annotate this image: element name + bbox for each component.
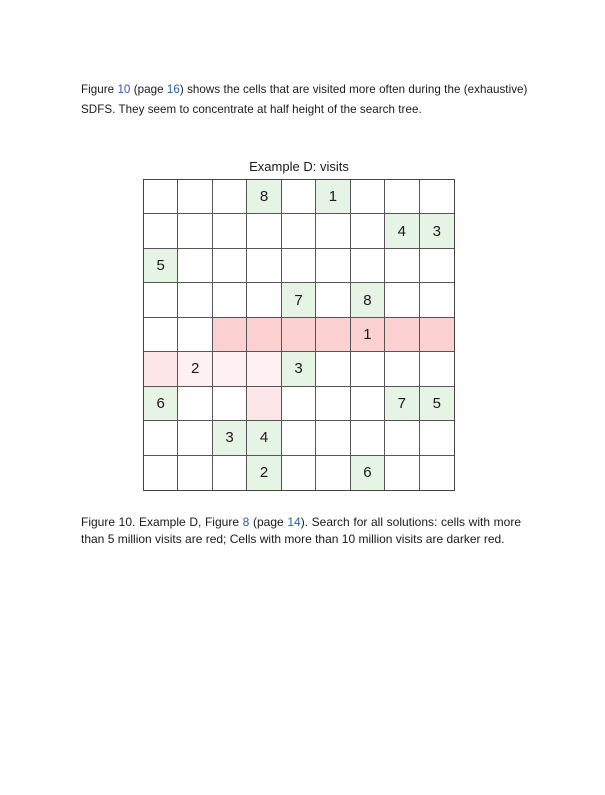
grid-cell-r6c8 <box>385 352 419 386</box>
grid-cell-r9c3 <box>213 456 247 490</box>
grid-cell-r3c1: 5 <box>144 249 178 283</box>
grid-cell-r4c5: 7 <box>282 283 316 317</box>
grid-cell-r1c2 <box>178 180 212 214</box>
grid-cell-r1c7 <box>351 180 385 214</box>
caption-text-2: (page <box>249 515 288 529</box>
grid-cell-r9c7: 6 <box>351 456 385 490</box>
grid-cell-r3c2 <box>178 249 212 283</box>
caption-text-3: ). Search for all solutions: cells with more than 5 million visits are red; Cells with more than 10 million visits are darker red. <box>81 515 521 546</box>
grid-cell-r9c6 <box>316 456 350 490</box>
grid-cell-r4c2 <box>178 283 212 317</box>
grid-cell-r7c9: 5 <box>420 387 454 421</box>
grid-cell-r4c9 <box>420 283 454 317</box>
grid-cell-r4c1 <box>144 283 178 317</box>
grid-cell-r1c5 <box>282 180 316 214</box>
grid-cell-r8c5 <box>282 421 316 455</box>
grid-cell-r7c2 <box>178 387 212 421</box>
grid-cell-r8c9 <box>420 421 454 455</box>
grid-cell-r8c4: 4 <box>247 421 281 455</box>
grid-cell-r4c7: 8 <box>351 283 385 317</box>
grid-cell-r5c7: 1 <box>351 318 385 352</box>
grid-cell-r8c8 <box>385 421 419 455</box>
grid-cell-r2c7 <box>351 214 385 248</box>
grid-cell-r7c5 <box>282 387 316 421</box>
grid-cell-r2c9: 3 <box>420 214 454 248</box>
grid-cell-r2c6 <box>316 214 350 248</box>
grid-cell-r9c5 <box>282 456 316 490</box>
grid-title: Example D: visits <box>249 159 349 174</box>
intro-paragraph <box>81 80 531 119</box>
grid-cell-r5c3 <box>213 318 247 352</box>
grid-cell-r2c4 <box>247 214 281 248</box>
grid-cell-r6c1 <box>144 352 178 386</box>
grid-cell-r1c6: 1 <box>316 180 350 214</box>
grid-cell-r5c6 <box>316 318 350 352</box>
grid-cell-r5c8 <box>385 318 419 352</box>
grid-cell-r6c3 <box>213 352 247 386</box>
grid-cell-r3c5 <box>282 249 316 283</box>
grid-cell-r6c6 <box>316 352 350 386</box>
grid-cell-r2c3 <box>213 214 247 248</box>
grid-cell-r2c8: 4 <box>385 214 419 248</box>
figure-link[interactable]: 10 <box>117 83 131 96</box>
intro-text-1: Figure <box>81 83 118 96</box>
grid-cell-r5c4 <box>247 318 281 352</box>
grid-cell-r9c4: 2 <box>247 456 281 490</box>
grid-cell-r9c8 <box>385 456 419 490</box>
grid-cell-r7c1: 6 <box>144 387 178 421</box>
grid-cell-r6c5: 3 <box>282 352 316 386</box>
grid-cell-r3c6 <box>316 249 350 283</box>
grid-cell-r7c6 <box>316 387 350 421</box>
page-link[interactable]: 16 <box>166 83 180 96</box>
grid-cell-r8c1 <box>144 421 178 455</box>
figure-caption <box>81 514 521 548</box>
grid-cell-r8c2 <box>178 421 212 455</box>
grid-cell-r1c9 <box>420 180 454 214</box>
grid-cell-r1c8 <box>385 180 419 214</box>
grid-cell-r3c3 <box>213 249 247 283</box>
sudoku-grid <box>143 179 455 491</box>
caption-page-link[interactable]: 14 <box>287 515 301 529</box>
grid-cell-r1c3 <box>213 180 247 214</box>
intro-text-2: (page <box>130 83 167 96</box>
grid-cell-r9c1 <box>144 456 178 490</box>
grid-cell-r3c9 <box>420 249 454 283</box>
grid-cell-r6c2: 2 <box>178 352 212 386</box>
grid-cell-r9c9 <box>420 456 454 490</box>
grid-cell-r1c4: 8 <box>247 180 281 214</box>
grid-cell-r2c1 <box>144 214 178 248</box>
grid-cell-r8c6 <box>316 421 350 455</box>
grid-cell-r6c9 <box>420 352 454 386</box>
grid-cell-r5c9 <box>420 318 454 352</box>
caption-text-1: Figure 10. Example D, Figure <box>81 515 243 529</box>
grid-cell-r5c1 <box>144 318 178 352</box>
intro-text-3: ) shows the cells that are visited more often during the (exhaustive) SDFS. They seem to concentrate at half height of the search tree. <box>81 83 528 116</box>
grid-cell-r7c3 <box>213 387 247 421</box>
grid-cell-r3c4 <box>247 249 281 283</box>
grid-cell-r6c7 <box>351 352 385 386</box>
grid-cell-r4c8 <box>385 283 419 317</box>
grid-cell-r5c5 <box>282 318 316 352</box>
grid-cell-r1c1 <box>144 180 178 214</box>
grid-cell-r2c5 <box>282 214 316 248</box>
caption-figure-link[interactable]: 8 <box>242 515 250 529</box>
grid-cell-r2c2 <box>178 214 212 248</box>
grid-cell-r7c7 <box>351 387 385 421</box>
grid-cell-r3c8 <box>385 249 419 283</box>
grid-cell-r5c2 <box>178 318 212 352</box>
grid-cell-r4c6 <box>316 283 350 317</box>
grid-cell-r7c4 <box>247 387 281 421</box>
grid-cell-r8c3: 3 <box>213 421 247 455</box>
grid-cell-r7c8: 7 <box>385 387 419 421</box>
grid-cell-r8c7 <box>351 421 385 455</box>
grid-cell-r4c4 <box>247 283 281 317</box>
grid-cell-r6c4 <box>247 352 281 386</box>
grid-cell-r4c3 <box>213 283 247 317</box>
grid-cell-r9c2 <box>178 456 212 490</box>
grid-cell-r3c7 <box>351 249 385 283</box>
